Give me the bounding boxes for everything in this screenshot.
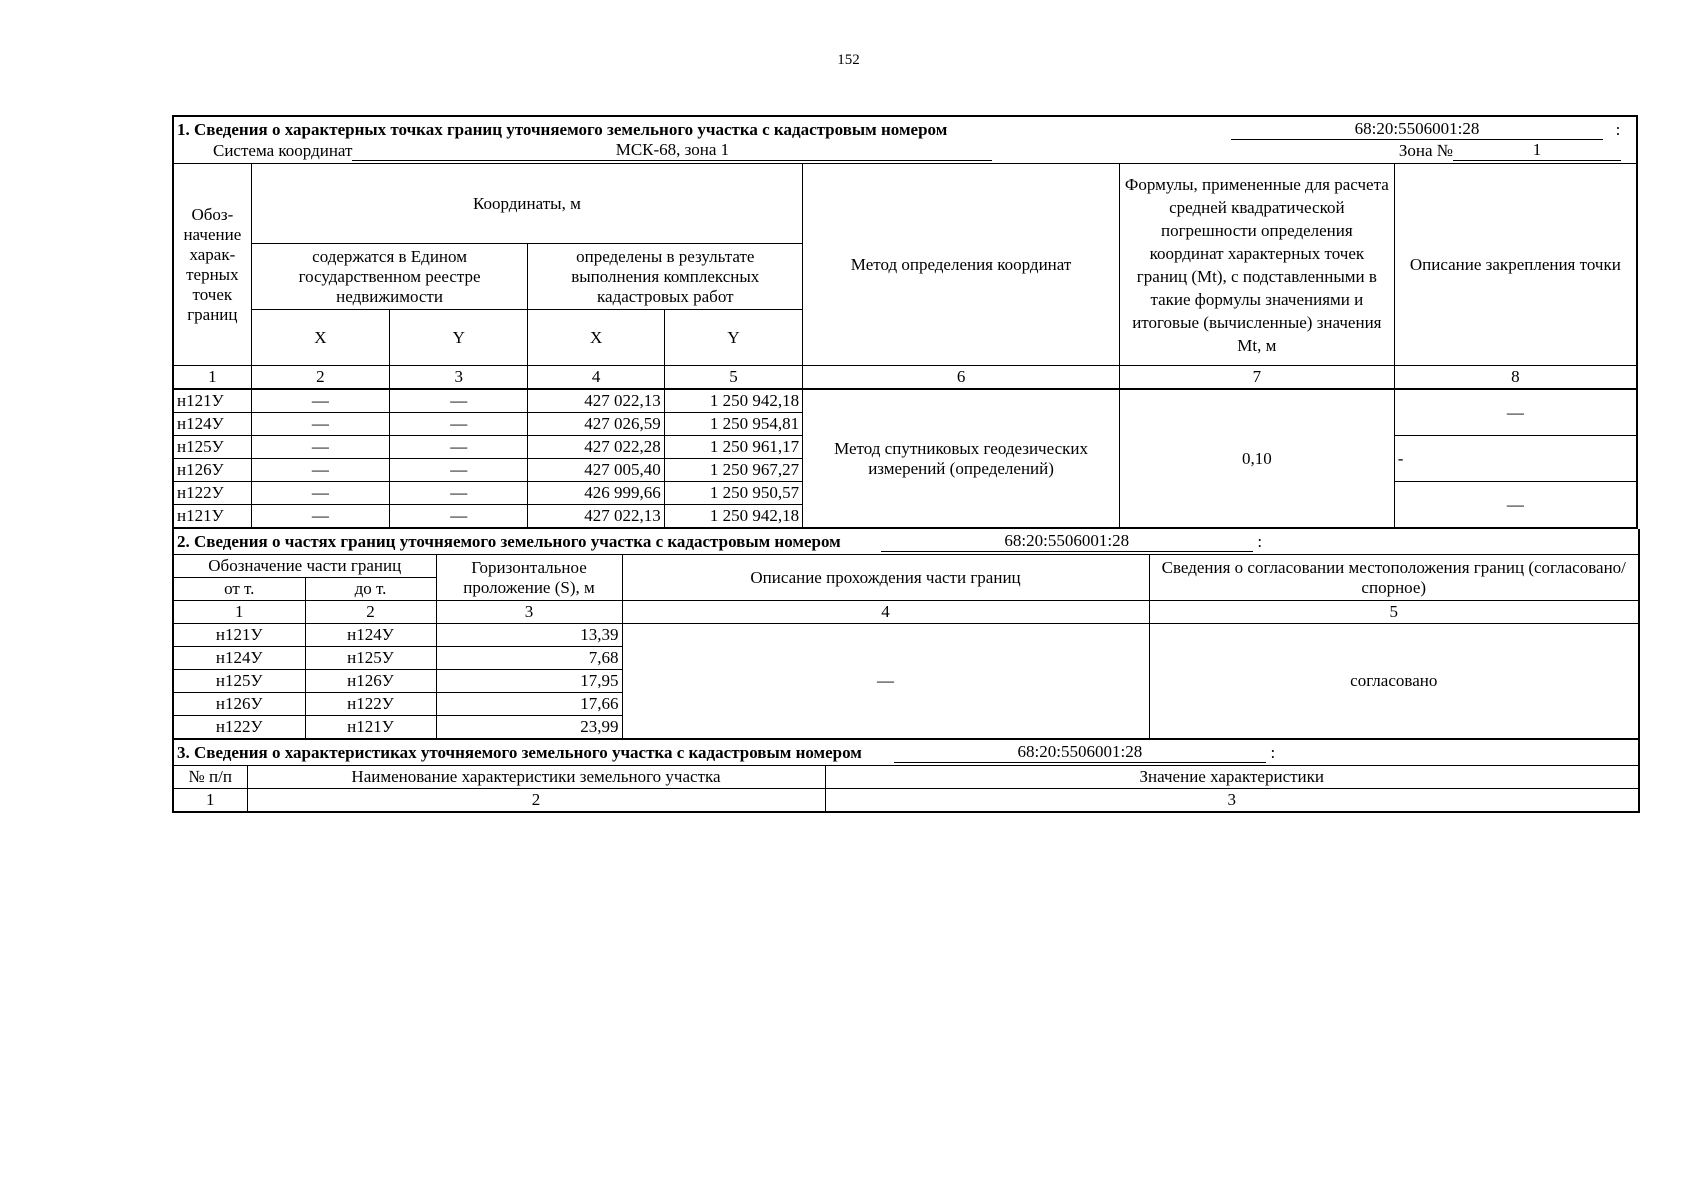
x-kkr: 427 005,40 xyxy=(528,459,664,482)
section2-table xyxy=(172,529,1640,740)
x-egrn: — xyxy=(251,459,389,482)
col-number-3: 3 xyxy=(825,789,1639,813)
from-point: н122У xyxy=(173,716,305,740)
y-kkr: 1 250 942,18 xyxy=(664,389,802,413)
horizontal-value: 17,66 xyxy=(436,693,622,716)
header-description: Описание прохождения части границ xyxy=(622,555,1149,601)
col-number-6: 6 xyxy=(803,366,1120,390)
page-number: 152 xyxy=(837,52,860,68)
header-value: Значение характеристики xyxy=(825,766,1639,789)
header-to: до т. xyxy=(305,578,436,601)
col-number-4: 4 xyxy=(622,601,1149,624)
from-point: н121У xyxy=(173,624,305,647)
header-fixing: Описание закрепления точки xyxy=(1394,164,1637,366)
col-number-2: 2 xyxy=(251,366,389,390)
y-kkr: 1 250 950,57 xyxy=(664,482,802,505)
horizontal-value: 7,68 xyxy=(436,647,622,670)
table-row xyxy=(173,624,1639,647)
horizontal-value: 17,95 xyxy=(436,670,622,693)
method-value: Метод спутниковых геодезических измерений (определений) xyxy=(803,389,1120,528)
header-part-designation: Обозначение части границ xyxy=(173,555,436,578)
x-egrn: — xyxy=(251,505,389,529)
x-kkr: 427 026,59 xyxy=(528,413,664,436)
header-name: Наименование характеристики земельного участка xyxy=(247,766,825,789)
header-coordinates: Координаты, м xyxy=(251,164,802,244)
y-egrn: — xyxy=(390,413,528,436)
fixing-value-2: - xyxy=(1394,436,1637,482)
agreement-value: согласовано xyxy=(1149,624,1639,740)
y-kkr: 1 250 954,81 xyxy=(664,413,802,436)
header-from: от т. xyxy=(173,578,305,601)
point-name: н126У xyxy=(173,459,251,482)
y-kkr: 1 250 942,18 xyxy=(664,505,802,529)
y-egrn: — xyxy=(390,482,528,505)
from-point: н125У xyxy=(173,670,305,693)
table-row xyxy=(173,389,1637,413)
col-number-1: 1 xyxy=(173,601,305,624)
point-name: н121У xyxy=(173,505,251,529)
x-kkr: 427 022,28 xyxy=(528,436,664,459)
header-kkr: определены в результате выполнения комплексных кадастровых работ xyxy=(528,244,803,310)
y-kkr: 1 250 961,17 xyxy=(664,436,802,459)
section3-colon: : xyxy=(1270,743,1276,762)
document xyxy=(172,115,1638,813)
col-number-1: 1 xyxy=(173,789,247,813)
header-num: № п/п xyxy=(173,766,247,789)
point-name: н122У xyxy=(173,482,251,505)
section2-colon: : xyxy=(1257,532,1263,551)
section1-title: 1. Сведения о характерных точках границ уточняемого земельного участка с кадастровым номером xyxy=(177,120,948,139)
y-egrn: — xyxy=(390,459,528,482)
x-kkr: 426 999,66 xyxy=(528,482,664,505)
from-point: н126У xyxy=(173,693,305,716)
to-point: н121У xyxy=(305,716,436,740)
horizontal-value: 23,99 xyxy=(436,716,622,740)
point-name: н124У xyxy=(173,413,251,436)
section3-table xyxy=(172,740,1640,813)
description-value: — xyxy=(622,624,1149,740)
y-egrn: — xyxy=(390,505,528,529)
col-number-2: 2 xyxy=(305,601,436,624)
col-number-2: 2 xyxy=(247,789,825,813)
header-x-kkr: X xyxy=(528,310,664,366)
section1-colon: : xyxy=(1615,120,1621,139)
to-point: н124У xyxy=(305,624,436,647)
header-formulas: Формулы, примененные для расчета средней квадратической погрешности определения координат характерных точек границ (Mt), с подставленными в такие формулы значениями и итоговые (вычисленные) значения Mt, м xyxy=(1119,164,1394,366)
section3-title: 3. Сведения о характеристиках уточняемого земельного участка с кадастровым номером xyxy=(177,743,862,762)
col-number-1: 1 xyxy=(173,366,251,390)
fixing-value-1: — xyxy=(1394,389,1637,436)
to-point: н126У xyxy=(305,670,436,693)
section3-header xyxy=(173,740,1639,766)
x-kkr: 427 022,13 xyxy=(528,505,664,529)
section2-title: 2. Сведения о частях границ уточняемого земельного участка с кадастровым номером xyxy=(177,532,841,551)
x-egrn: — xyxy=(251,389,389,413)
header-egrn: содержатся в Едином государственном реестре недвижимости xyxy=(251,244,528,310)
header-method: Метод определения координат xyxy=(803,164,1120,366)
section1-header xyxy=(173,116,1637,164)
section1-table xyxy=(172,115,1638,529)
section2-header xyxy=(173,529,1639,555)
zone-label: Зона № xyxy=(1398,141,1453,160)
coord-system-label: Система координат xyxy=(213,141,353,160)
col-number-5: 5 xyxy=(664,366,802,390)
section1-cadastral-number: 68:20:5506001:28 xyxy=(1231,119,1603,140)
x-egrn: — xyxy=(251,482,389,505)
col-number-3: 3 xyxy=(390,366,528,390)
to-point: н125У xyxy=(305,647,436,670)
section3-cadastral-number: 68:20:5506001:28 xyxy=(894,742,1266,763)
x-kkr: 427 022,13 xyxy=(528,389,664,413)
mt-value: 0,10 xyxy=(1119,389,1394,528)
y-kkr: 1 250 967,27 xyxy=(664,459,802,482)
col-number-3: 3 xyxy=(436,601,622,624)
to-point: н122У xyxy=(305,693,436,716)
x-egrn: — xyxy=(251,436,389,459)
x-egrn: — xyxy=(251,413,389,436)
from-point: н124У xyxy=(173,647,305,670)
header-designation: Обоз- начение харак- терных точек границ xyxy=(173,164,251,366)
col-number-7: 7 xyxy=(1119,366,1394,390)
header-y-kkr: Y xyxy=(664,310,802,366)
y-egrn: — xyxy=(390,389,528,413)
header-agreement: Сведения о согласовании местоположения границ (согласовано/спорное) xyxy=(1149,555,1639,601)
col-number-5: 5 xyxy=(1149,601,1639,624)
y-egrn: — xyxy=(390,436,528,459)
col-number-4: 4 xyxy=(528,366,664,390)
point-name: н125У xyxy=(173,436,251,459)
point-name: н121У xyxy=(173,389,251,413)
col-number-8: 8 xyxy=(1394,366,1637,390)
header-x-egrn: X xyxy=(251,310,389,366)
section2-cadastral-number: 68:20:5506001:28 xyxy=(881,531,1253,552)
zone-value: 1 xyxy=(1453,140,1621,161)
header-horizontal: Горизонтальное проложение (S), м xyxy=(436,555,622,601)
horizontal-value: 13,39 xyxy=(436,624,622,647)
coord-system-value: МСК-68, зона 1 xyxy=(352,140,992,161)
fixing-value-3: — xyxy=(1394,482,1637,529)
header-y-egrn: Y xyxy=(390,310,528,366)
